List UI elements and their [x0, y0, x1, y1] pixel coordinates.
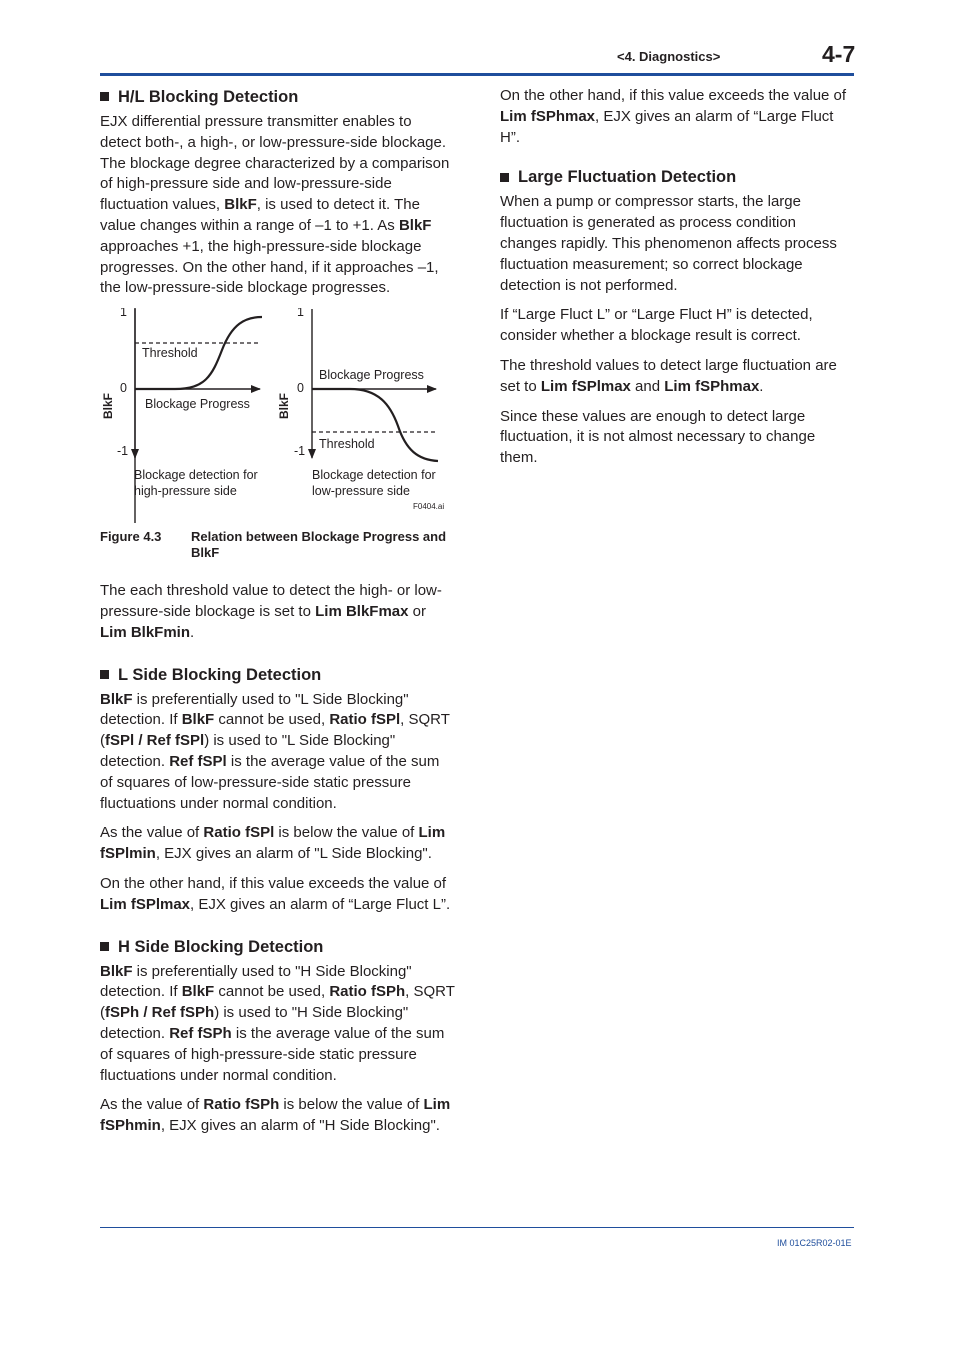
right-column [500, 86, 855, 478]
square-bullet-icon [500, 173, 509, 182]
square-bullet-icon [100, 942, 109, 951]
document-number: IM 01C25R02-01E [777, 1238, 852, 1248]
graph-high-pressure-side [101, 308, 262, 523]
header-rule [100, 73, 854, 76]
right-caption-1: Blockage detection for [312, 468, 436, 483]
right-caption-2: low-pressure side [312, 484, 410, 499]
h-side-heading: H Side Blocking Detection [100, 936, 455, 958]
page-number: 4-7 [822, 41, 856, 67]
blockage-graphs [100, 308, 455, 523]
left-y-bottom-label: -1 [117, 444, 129, 459]
figure-caption [100, 529, 455, 561]
h-side-paragraph-1: BlkF is preferentially used to "H Side Blocking" detection. If BlkF cannot be used, Ratio fSPh, SQRT (fSPh / Ref fSPh) is used to "H Side Blocking" detection. Ref fSPh is the average value of the sum of squares of high-pressure-side static pressure fluctuations under normal condition. [100, 962, 455, 1084]
right-y-axis-title: BlkF [277, 393, 291, 420]
figure-file-label: F0404.ai [413, 502, 445, 512]
figure-caption-text: Relation between Blockage Progress and BlkF [191, 529, 447, 561]
left-y-top-label: 1 [120, 308, 127, 320]
right-y-bottom-label: -1 [294, 444, 306, 459]
left-threshold-label: Threshold [142, 346, 198, 361]
hl-paragraph-1: EJX differential pressure transmitter enables to detect both-, a high-, or low-pressure-side blockage. The blockage degree characterized by a comparison of high-pressure side and low-pressure-side fluctuation values, BlkF, is used to detect it. The value changes within a range of –1 to +1. As BlkF approaches +1, the high-pressure-side blockage progresses. On the other hand, if it approaches –1, the low-pressure-side blockage progresses. [100, 113, 450, 297]
right-xaxis-label: Blockage Progress [319, 368, 424, 383]
l-side-heading: L Side Blocking Detection [100, 664, 455, 686]
hl-paragraph-2: The each threshold value to detect the high- or low-pressure-side blockage is set to Lim BlkFmax or Lim BlkFmin. [100, 582, 442, 641]
left-column [100, 86, 455, 1146]
left-caption-1: Blockage detection for [134, 468, 258, 483]
l-side-paragraph-3: On the other hand, if this value exceeds the value of Lim fSPlmax, EJX gives an alarm of “Large Fluct L”. [100, 874, 451, 913]
large-fluctuation-heading: Large Fluctuation Detection [500, 166, 855, 188]
figure-blockage-vs-blkf [100, 308, 455, 523]
large-paragraph-2: If “Large Fluct L” or “Large Fluct H” is detected, consider whether a blockage result is correct. [500, 306, 813, 345]
left-caption-2: high-pressure side [134, 484, 237, 499]
graph-low-pressure-side [277, 308, 444, 511]
figure-number: Figure 4.3 [100, 529, 162, 545]
large-paragraph-1: When a pump or compressor starts, the large fluctuation is generated as process condition changes rapidly. This phenomenon affects process fluctuation measurement; so correct blockage detection is not performed. [500, 193, 837, 294]
large-paragraph-4: Since these values are enough to detect large fluctuation, it is not almost necessary to change them. [500, 407, 816, 467]
right-y-top-label: 1 [297, 308, 304, 320]
square-bullet-icon [100, 92, 109, 101]
h-side-paragraph-3: On the other hand, if this value exceeds the value of Lim fSPhmax, EJX gives an alarm of “Large Fluct H”. [500, 87, 847, 146]
left-xaxis-label: Blockage Progress [145, 397, 250, 412]
square-bullet-icon [100, 670, 109, 679]
footer-rule [100, 1227, 854, 1228]
header-section-title: <4. Diagnostics> [617, 49, 721, 64]
right-y-zero-label: 0 [297, 381, 304, 396]
right-threshold-label: Threshold [319, 437, 375, 452]
large-paragraph-3: The threshold values to detect large fluctuation are set to Lim fSPlmax and Lim fSPhmax. [500, 356, 837, 395]
left-y-zero-label: 0 [120, 381, 127, 396]
l-side-paragraph-1: BlkF is preferentially used to "L Side Blocking" detection. If BlkF cannot be used, Ratio fSPl, SQRT (fSPl / Ref fSPl) is used to "L Side Blocking" detection. Ref fSPl is the average value of the sum of squares of low-pressure-side static pressure fluctuations under normal condition. [100, 690, 450, 812]
hl-blocking-heading: H/L Blocking Detection [100, 86, 455, 108]
left-y-axis-title: BlkF [101, 393, 115, 420]
l-side-paragraph-2: As the value of Ratio fSPl is below the value of Lim fSPlmin, EJX gives an alarm of "L Side Blocking". [100, 824, 446, 863]
h-side-paragraph-2: As the value of Ratio fSPh is below the value of Lim fSPhmin, EJX gives an alarm of "H Side Blocking". [100, 1096, 451, 1135]
